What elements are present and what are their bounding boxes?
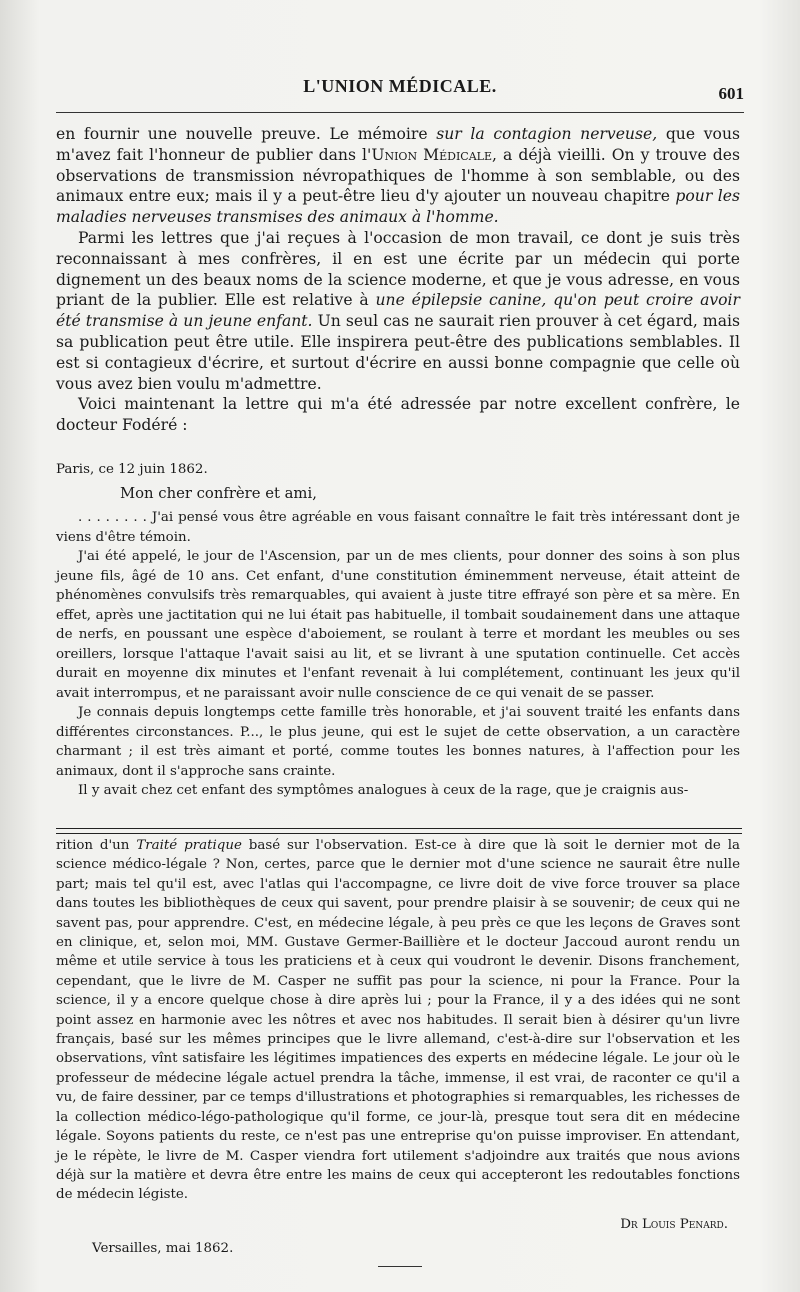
- header-rule: [56, 112, 744, 113]
- letter-paragraph-4: Il y avait chez cet enfant des symptômes analogues à ceux de la rage, que je craignis aus-: [78, 783, 689, 798]
- end-rule: [378, 1266, 422, 1267]
- italic-run: une épilepsie canine, qu'on peut croire avoir été transmise à un jeune enfant.: [56, 291, 741, 331]
- footnote-text: [56, 836, 740, 1205]
- text-run: , a déjà vieilli. On y trouve des observations de transmission névropathiques de l'homme à son semblable, ou des animaux entre eux; mais il y a peut-être lieu d'y ajouter un nouveau chapitre: [56, 145, 740, 206]
- paragraph-2: [56, 228, 740, 394]
- letter-salutation: Mon cher confrère et ami,: [120, 484, 317, 502]
- text-run: Parmi les lettres que j'ai reçues à l'occasion de mon travail, ce dont je suis très reconnaissant à mes confrères, il en est une écrite par un médecin qui porte dignement un des beaux noms de la science moderne, et que je vous adresse, en vous priant de la publier. Elle est relative à: [56, 228, 740, 310]
- letter-paragraph-2: J'ai été appelé, le jour de l'Ascension, par un de mes clients, pour donner des soins à son plus jeune fils, âgé de 10 ans. Cet enfant, d'une constitution éminemment nerveuse, était atteint de phénomènes convulsifs très remarquables, qui avaient à juste titre effrayé son père et sa mère. En effet, après une jactitation qui ne lui était pas habituelle, il tombait soudainement dans une attaque de nerfs, en poussant une espèce d'aboiement, se roulant à terre et mordant les meubles ou ses oreillers, lorsque l'attaque l'avait saisi au lit, et se livrant à une sputation continuelle. Cet accès durait en moyenne dix minutes et l'enfant revenait à lui complétement, continuant les jeux qu'il avait interrompus, et ne paraissant avoir nulle conscience de ce qui venait de se passer.: [56, 549, 740, 701]
- italic-run: pour les maladies nerveuses transmises des animaux à l'homme.: [56, 187, 740, 227]
- main-text: [56, 124, 740, 436]
- page-number: 601: [718, 84, 744, 103]
- letter-paragraph-3: Je connais depuis longtemps cette famille très honorable, et j'ai souvent traité les enfants dans différentes circonstances. P..., le plus jeune, qui est le sujet de cette observation, a un caractère charmant ; il est très aimant et porté, comme toutes les bonnes natures, à l'affection pour les animaux, dont il s'approche sans crainte.: [56, 705, 740, 779]
- running-title: L'UNION MÉDICALE.: [303, 76, 497, 96]
- text-run: que vous m'avez fait l'honneur de publier dans l': [56, 125, 740, 164]
- place-date: Versailles, mai 1862.: [92, 1241, 234, 1256]
- text-run: en fournir une nouvelle preuve. Le mémoire: [56, 125, 437, 143]
- letter-paragraph-1: . . . . . . . . J'ai pensé vous être agréable en vous faisant connaître le fait très intéressant dont je viens d'être témoin.: [56, 510, 740, 545]
- signature: Dr Louis Penard.: [620, 1217, 728, 1232]
- paragraph-3: Voici maintenant la lettre qui m'a été adressée par notre excellent confrère, le docteur Fodéré :: [56, 395, 740, 435]
- footnote: [56, 836, 740, 1205]
- page-header: [56, 76, 744, 110]
- italic-run: Traité pratique: [136, 838, 242, 853]
- letter-dateline: Paris, ce 12 juin 1862.: [56, 462, 208, 477]
- text-run: rition d'un: [56, 838, 137, 853]
- letter: [56, 460, 740, 801]
- text-run: basé sur l'observation. Est-ce à dire que là soit le dernier mot de la science médico-légale ? Non, certes, parce que le dernier mot d'une science ne saurait être nulle part; mais tel qu'il est, avec l'atlas qui l'accompagne, ce livre doit de vive force trouver sa place dans toutes les bibliothèques de ceux qui savent, pour prendre plaisir à se souvenir; de ceux qui ne savent pas, pour apprendre. C'est, en médecine légale, à peu près ce que les leçons de Graves sont en clinique, et, selon moi, MM. Gustave Germer-Baillière et le docteur Jaccoud auront rendu un même et utile service à tous les praticiens et à ceux qui voudront le devenir. Disons franchement, cependant, que le livre de M. Casper ne suffit pas pour la science, ni pour la France. Pour la science, il y a encore quelque chose à dire après lui ; pour la France, il y a des idées qui ne sont point assez en harmonie avec les nôtres et avec nos habitudes. Il serait bien à désirer qu'un livre français, basé sur les mêmes principes que le livre allemand, c'est-à-dire sur l'observation et les observations, vînt satisfaire les légitimes impatiences des experts en médecine légale. Le jour où le professeur de médecine légale actuel prendra la tâche, immense, il est vrai, de raconter ce qu'il a vu, de faire dessiner, par ce temps d'illustrations et photographies si remarquables, les richesses de la collection médico-légo-pathologique qu'il forme, ce jour-là, presque tout sera dit en médecine légale. Soyons patients du reste, ce n'est pas une entreprise qu'on puisse improviser. En attendant, je le répète, le livre de M. Casper viendra fort utilement s'adjoindre aux traités que nous avions déjà sur la matière et devra être entre les mains de ceux qui accepteront les redoutables fonctions de médecin légiste.: [56, 838, 740, 1203]
- italic-run: sur la contagion nerveuse,: [436, 125, 658, 143]
- paragraph-1: [56, 124, 740, 228]
- footnote-separator: [56, 828, 742, 834]
- journal-name: Union Médicale: [371, 145, 492, 164]
- text-run: Un seul cas ne saurait rien prouver à cet égard, mais sa publication peut être utile. Elle inspirera peut-être des publications semblables. Il est si contagieux d'écrire, et surtout d'écrire en aussi bonne compagnie que celle où vous avez bien voulu m'admettre.: [56, 312, 740, 393]
